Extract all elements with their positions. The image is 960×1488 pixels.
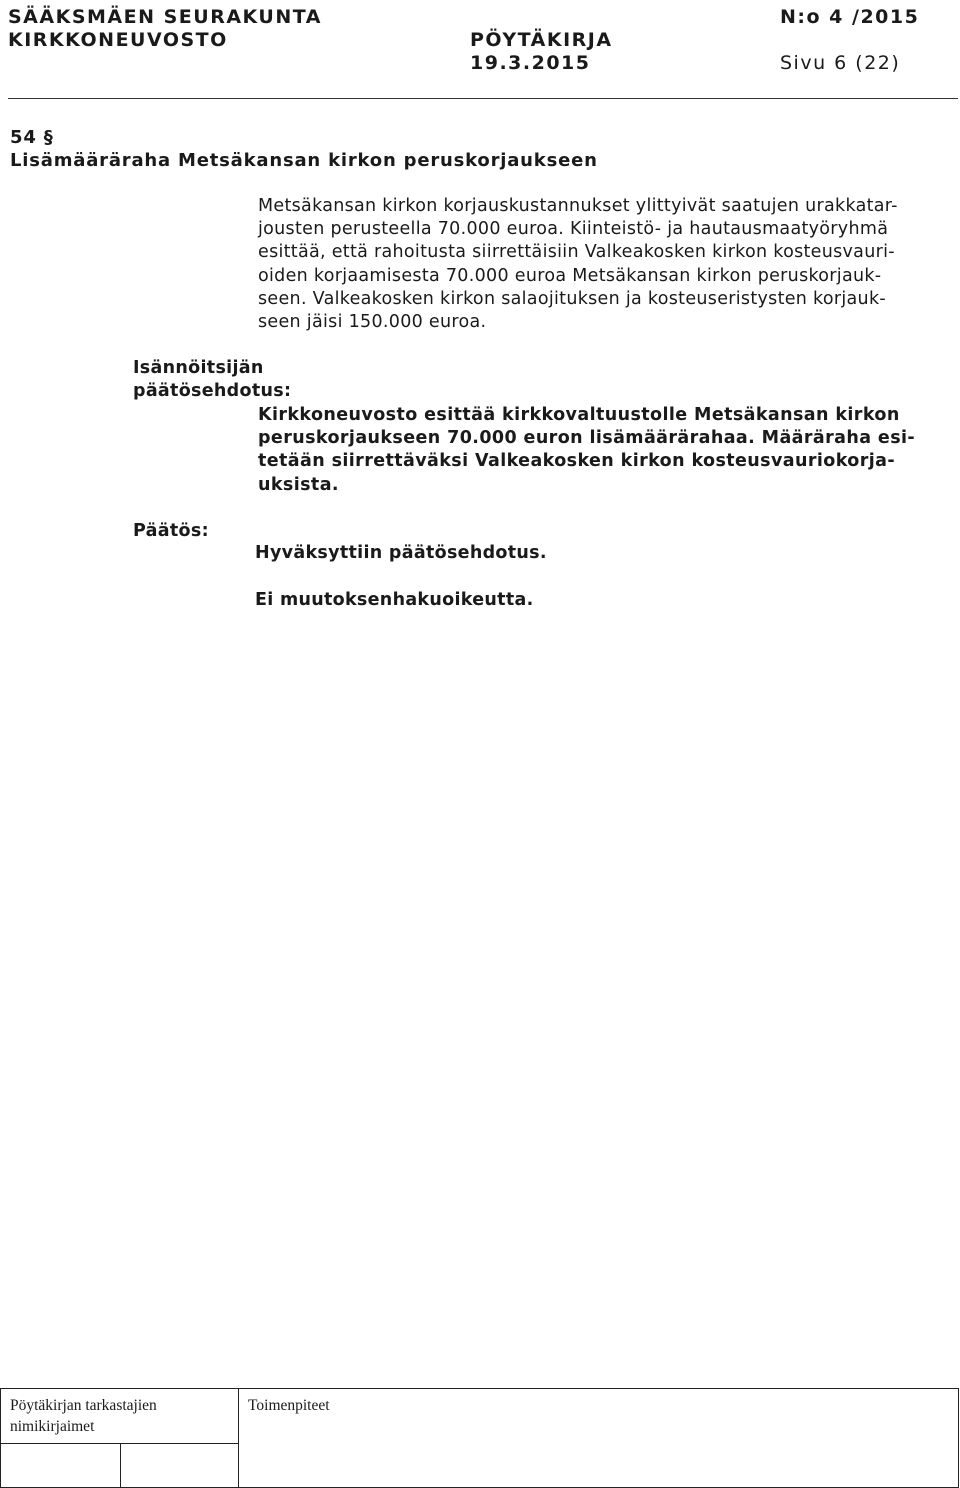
signatures-label-cell [1,1389,239,1444]
signatures-label-line2: nimikirjaimet [10,1418,95,1435]
paragraph-line: seen. Valkeakosken kirkon salaojituksen ja kosteuseristysten korjauk- [258,288,886,309]
section-symbol: § [43,127,54,148]
decision-label: Päätös: [133,521,209,541]
footer-table [0,1388,959,1488]
governing-body: KIRKKONEUVOSTO [8,29,228,51]
decision-text: Hyväksyttiin päätösehdotus. [255,543,547,563]
paragraph-line: Metsäkansan kirkon korjauskustannukset ylittyivät saatujen urakkatar- [258,196,898,216]
paragraph-line: seen jäisi 150.000 euroa. [258,312,487,333]
header-divider [8,98,958,99]
proposal-line: peruskorjaukseen 70.000 euron lisämäärärahaa. Määräraha esi- [258,428,916,449]
paragraph-line: esittää, että rahoitusta siirrettäisiin Valkeakosken kirkon kosteusvauri- [258,242,895,263]
document-number: N:o 4 /2015 [780,6,920,28]
section-title: Lisämääräraha Metsäkansan kirkon peruskorjaukseen [10,150,598,171]
appeal-note: Ei muutoksenhakuoikeutta. [255,590,534,610]
proposal-line: uksista. [258,474,339,495]
organization-name: SÄÄKSMÄEN SEURAKUNTA [8,6,322,28]
meeting-date: 19.3.2015 [470,52,591,74]
proposal-text [258,404,958,497]
actions-cell [239,1389,959,1488]
proposal-label-line1: Isännöitsijän [133,358,264,378]
signature-box-2 [121,1444,239,1488]
section-number: 54 [10,127,37,148]
proposal-label-line2: päätösehdotus: [133,381,292,401]
actions-label: Toimenpiteet [248,1397,330,1414]
proposal-line: Kirkkoneuvosto esittää kirkkovaltuustolle Metsäkansan kirkon [258,405,900,425]
section-number-line [10,127,54,148]
proposal-line: tetään siirrettäväksi Valkeakosken kirkon kosteusvauriokorja- [258,451,895,472]
paragraph-line: oiden korjaamisesta 70.000 euroa Metsäkansan kirkon peruskorjauk- [258,265,882,286]
signature-box-1 [1,1444,121,1488]
paragraph-line: jousten perusteella 70.000 euroa. Kiinteistö- ja hautausmaatyöryhmä [258,219,889,240]
document-type: PÖYTÄKIRJA [470,29,613,51]
signatures-label-line1: Pöytäkirjan tarkastajien [10,1397,157,1414]
page-number: Sivu 6 (22) [780,52,901,74]
intro-paragraph [258,195,958,334]
